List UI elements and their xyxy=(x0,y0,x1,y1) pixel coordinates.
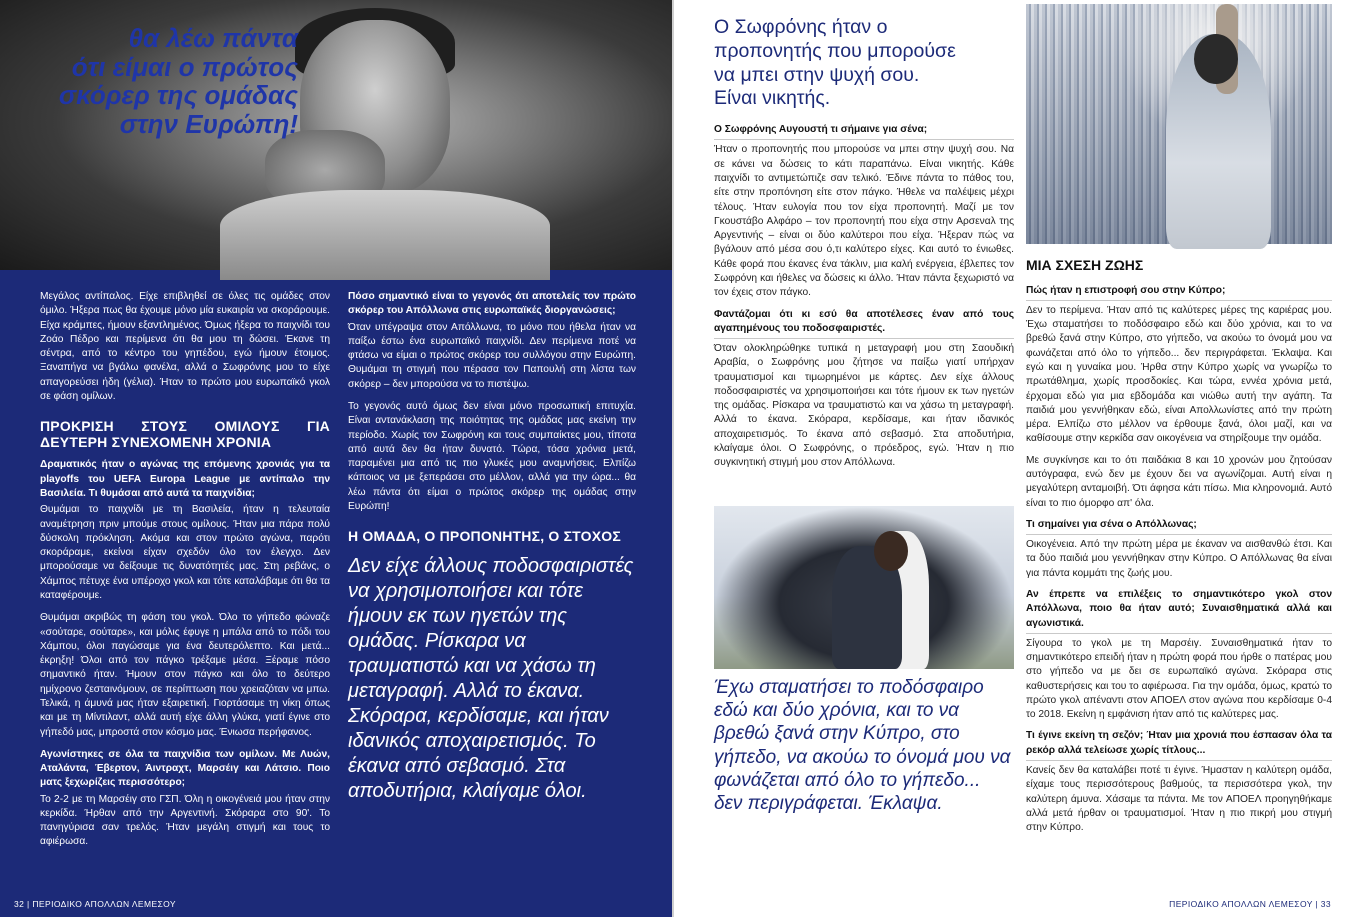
photo-embrace xyxy=(714,506,1014,669)
question: Πώς ήταν η επιστροφή σου στην Κύπρο; xyxy=(1026,284,1226,296)
answer: Το γεγονός αυτό όμως δεν είναι μόνο προσωπική επιτυχία. Είναι αντανάκλαση της ποιότητας της ομάδας μας εκείνη την περίοδο. Χωρίς τον Σωφρόνη και τους συμπαίκτες μου, τίποτα από αυτά δεν θα ήταν δυνατό. Τώρα, τόσα χρόνια μετά, παραμένει μια από τις πιο γλυκές μου αναμνήσεις. Ελπίζω κάποιος να με ξεπεράσει στο μέλλον, αλλά για την ώρα... θα λέω πάντα ότι είμαι ο πρώτος σκόρερ της ομάδας στην Ευρώπη! xyxy=(348,400,636,512)
hero-quote-line: θα λέω πάντα xyxy=(128,23,298,53)
question: Ο Σωφρόνης Αυγουστή τι σήμαινε για σένα; xyxy=(714,124,928,136)
photo-player-head xyxy=(1194,34,1238,84)
hero-quote-line: στην Ευρώπη! xyxy=(119,108,298,139)
section-heading: ΜΙΑ ΣΧΕΣΗ ΖΩΗΣ xyxy=(1026,257,1144,273)
question: Αγωνίστηκες σε όλα τα παιχνίδια των ομίλων. Με Λυών, Αταλάντα, Έβερτον, Άιντραχτ, Μαρσέιγ και Λάτσιο. Ποιο ματς ξεχωρίζεις περισσότερο; xyxy=(40,748,330,789)
answer: Όταν υπέγραψα στον Απόλλωνα, το μόνο που ήθελα ήταν να παίξω έστω ένα ευρωπαϊκό παιχνίδι. Δεν περίμενα ποτέ να φτάσω να είμαι ο πρώτος σκόρερ του συλλόγου στην Ευρώπη. Θυμάμαι τη στιγμή που πέρασα τον Παπουλή στη λίστα των σκόρερ – δεν μπορούσα να το πιστέψω. xyxy=(348,321,636,390)
section-heading: ΠΡΟΚΡΙΣΗ ΣΤΟΥΣ ΟΜΙΛΟΥΣ ΓΙΑ ΔΕΥΤΕΡΗ ΣΥΝΕΧΟΜΕΝΗ ΧΡΟΝΙΑ xyxy=(40,418,330,451)
answer: Θυμάμαι ακριβώς τη φάση του γκολ. Όλο το γήπεδο φώναζε «σούταρε, σούταρε», και μόλις έφυγε η μπάλα από το πόδι του Χάμπου, όλοι παγώσαμε για ένα δευτερόλεπτο. Και μετά... έκρηξη! Όλοι από τον πάγκο τρέξαμε μέσα. Ξέραμε πόσο σημαντικό ήταν. Ήμουν στον πάγκο και όλο το δεύτερο ημίχρονο ζεσταινόμουν, σε περίπτωση που χρειαζόταν να μπω. Τελικά, η άμυνά μας ήταν εξαιρετική. Γιορτάσαμε τη νίκη όπως και με τη Μίντιλαντ, αλλά αυτή είχε άλλη γλύκα, γιατί έγινε στο γήπεδό μας, μπροστά στον κόσμο μας. Ένιωσα περήφανος. xyxy=(40,612,330,738)
question: Τι έγινε εκείνη τη σεζόν; Ήταν μια χρονιά που έσπασαν όλα τα ρεκόρ αλλά τελείωσε χωρίς τίτλους... xyxy=(1026,730,1332,756)
bottom-pull-quote: Έχω σταματήσει το ποδόσφαιρο εδώ και δύο χρόνια, και το να βρεθώ ξανά στην Κύπρο, στο γήπεδο, να ακούω το όνομά μου να φωνάζεται από όλο το γήπεδο... δεν περιγράφεται. Έκλαψα. xyxy=(714,677,1011,814)
intro-paragraph: Μεγάλος αντίπαλος. Είχε επιβληθεί σε όλες τις ομάδες στον όμιλο. Ήξερα πως θα έχουμε μόνο μία ευκαιρία να σκοράρουμε. Είχα κράμπες, ήμουν εξαντλημένος. Όμως ήξερα το παιχνίδι του Ζοάο Πέδρο και περίμενα ότι θα μου τη δώσει. Έκανε τη σέντρα, από το κέντρο του γηπέδου, εγώ ήμουν έτοιμος. Ξαναπήγα να βγάλω φανέλα, αλλά ο Σωφρόνης μου το είχε απαγορεύσει ήδη (γέλια). Ήταν το πρώτο μου ευρωπαϊκό γκολ σε φάση ομίλων. xyxy=(40,291,330,402)
answer: Οικογένεια. Από την πρώτη μέρα με έκαναν να αισθανθώ έτσι. Και τα δύο παιδιά μου γεννήθηκαν στην Κύπρο. Ο Απόλλωνας θα είναι για πάντα κομμάτι της ζωής μου. xyxy=(1026,534,1332,581)
question: Αν έπρεπε να επιλέξεις το σημαντικότερο γκολ στον Απόλλωνα, ποιο θα ήταν αυτό; Συναισθηματικά αλλά και αγωνιστικά. xyxy=(1026,588,1332,629)
left-column-1 xyxy=(40,290,330,858)
photo-stadium-fans xyxy=(1026,4,1332,244)
hero-quote xyxy=(28,24,298,138)
left-column-2 xyxy=(348,290,636,804)
page-left xyxy=(0,0,672,917)
page-number-right: ΠΕΡΙΟΔΙΚΟ ΑΠΟΛΛΩΝ ΛΕΜΕΣΟΥ | 33 xyxy=(1169,899,1331,909)
top-quote-line: Ο Σωφρόνης ήταν ο xyxy=(714,16,888,38)
right-column-1 xyxy=(714,16,1014,478)
pull-quote: Δεν είχε άλλους ποδοσφαιριστές να χρησιμοποιήσει και τότε ήμουν εκ των ηγετών της ομάδας. Ρίσκαρα να τραυματιστώ και να χάσω τη μεταγραφή. Αλλά το έκανα. Σκόραρα, κερδίσαμε, και ήταν ιδανικός αποχαιρετισμός. Το έκανα από σεβασμό. Στα αποδυτήρια, κλαίγαμε όλοι. xyxy=(348,555,634,803)
right-column-2 xyxy=(1026,256,1332,842)
top-quote-line: να μπει στην ψυχή σου. xyxy=(714,63,920,86)
answer: Σίγουρα το γκολ με τη Μαρσέιγ. Συναισθηματικά ήταν το σημαντικότερο επειδή ήταν η πρώτη φορά που ήρθε ο πατέρας μου στο γήπεδο να με δει σε ευρωπαϊκό αγώνα. Σκόραρα στις καθυστερήσεις και του το αφιέρωσα. Για την ομάδα, όμως, κρατώ το πρώτο γκολ απέναντι στον ΑΠΟΕΛ στον αγώνα που κερδίσαμε 0-4 το 2018. Εκείνη η εμφάνιση ήταν από τις καλύτερες μας. xyxy=(1026,633,1332,723)
answer: Δεν το περίμενα. Ήταν από τις καλύτερες μέρες της καριέρας μου. Έχω σταματήσει το ποδόσφαιρο εδώ και δύο χρόνια, και το να βρεθώ ξανά στην Κύπρο, στο γήπεδο, να ακούω το όνομά μου να φωνάζεται από όλο το γήπεδο... δεν περιγράφεται. Έκλαψα. Και εγώ και η γυναίκα μου. Ήρθα στην Κύπρο χωρίς να γνωρίζω το πρωτάθλημα, χωρίς προσδοκίες. Και τώρα, εννέα χρόνια μετά, έρχομαι εδώ για μια εβδομάδα και νιώθω αυτή την αγάπη. Τα παιδιά μου γεννήθηκαν εδώ, είναι Απολλωνίστες από την πρώτη μέρα. Ελπίζω στο μέλλον να έρθουμε ξανά, όλοι μαζί, και να καθίσουμε στην κερκίδα σαν οικογένεια να στηρίξουμε την ομάδα. xyxy=(1026,300,1332,447)
answer: Θυμάμαι το παιχνίδι με τη Βασιλεία, ήταν η τελευταία αναμέτρηση πριν μπούμε στους ομίλους. Ήταν μια πάρα πολύ δύσκολη πρόκληση. Ακόμα και στον πρώτο αγώνα, παρότι σκοράραμε, εκείνοι είχαν σχεδόν όλο τον έλεγχο. Δεν μπορούσαμε να δείξουμε τις δυνατότητές μας. Στη ρεβάνς, ο Χάμπος πέτυχε ένα υπέροχο γκολ και τότε καταλάβαμε ότι θα τα καταφέρουμε. xyxy=(40,504,330,601)
top-quote-line: Είναι νικητής. xyxy=(714,87,831,110)
answer: Όταν ολοκληρώθηκε τυπικά η μεταγραφή μου στη Σαουδική Αραβία, ο Σωφρόνης μου ζήτησε να παίξω γιατί υπήρχαν τραυματισμοί και τιμωρημένοι με κάρτες. Δεν είχε άλλους ποδοσφαιριστές να χρησιμοποιήσει και τότε ήμουν εκ των ηγετών της ομάδας. Ρίσκαρα να τραυματιστώ και να χάσω τη μεταγραφή. Αλλά το έκανα. Σκόραρα, κερδίσαμε, και ήταν ιδανικός αποχαιρετισμός. Το έκανα από σεβασμό. Στα αποδυτήρια, κλαίγαμε όλοι. Ο Σωφρόνης, ο πρόεδρος, εγώ. Ήταν η πιο συγκινητική στιγμή μου στον Απόλλωνα. xyxy=(714,338,1014,471)
photo-person-head xyxy=(874,531,908,571)
section-heading: Η ΟΜΑΔΑ, Ο ΠΡΟΠΟΝΗΤΗΣ, Ο ΣΤΟΧΟΣ xyxy=(348,528,621,545)
page-right xyxy=(674,0,1345,917)
answer: Κανείς δεν θα καταλάβει ποτέ τι έγινε. Ήμασταν η καλύτερη ομάδα, είχαμε τους περισσότερους βαθμούς, τα περισσότερα γκολ, την καλύτερη άμυνα. Χάσαμε τα πάντα. Με τον ΑΠΟΕΛ προηγηθήκαμε αλλά μετά ήρθαν οι τραυματισμοί. Ήταν η πιο πικρή μου στιγμή στην Κύπρο. xyxy=(1026,760,1332,835)
hero-quote-line: ότι είμαι ο πρώτος xyxy=(71,51,298,82)
answer: Με συγκίνησε και το ότι παιδάκια 8 και 10 χρονών μου ζητούσαν αυτόγραφα, ενώ δεν με έχουν δει να αγωνίζομαι. Αυτή είναι η μεγαλύτερη ανταμοιβή. Ότι άφησα κάτι πίσω. Μια κληρονομιά. Αυτό είναι το πιο όμορφο απ' όλα. xyxy=(1026,454,1332,509)
question: Φαντάζομαι ότι κι εσύ θα αποτέλεσες έναν από τους αγαπημένους του ποδοσφαιριστές. xyxy=(714,308,1014,334)
hero-shirt xyxy=(220,190,550,280)
answer: Ήταν ο προπονητής που μπορούσε να μπει στην ψυχή σου. Να σε κάνει να δώσεις το κάτι παραπάνω. Είναι νικητής. Κάθε παιχνίδι το αντιμετώπιζε σαν τελικό. Έδινε πάντα το πάθος του, είτε στην προπόνηση είτε στον πάγκο. Ήθελε να παλέψεις μέχρι τέλους. Ήταν ευλογία που τον είχα προπονητή. Μαζί με τον Γκουστάβο Αλφάρο – τον προπονητή που είχα στην Αρσεναλ της Αργεντινής – είναι οι δύο καλύτεροι που είχα. Ήξεραν πώς να βγάλουν από μέσα σου ό,τι καλύτερο είχες. Και αυτό το ένιωθες. Κάθε φορά που έκανες ένα τάκλιν, μια καλή ενέργεια, έβλεπες τον Σωφρόνη και ήθελες να δώσεις κι άλλο. Ήταν πάντα ξεχωριστό να τον έχεις στον πάγκο. xyxy=(714,139,1014,300)
answer: Το 2-2 με τη Μαρσέιγ στο ΓΣΠ. Όλη η οικογένειά μου ήταν στην κερκίδα. Ήρθαν από την Αργεντινή. Σκόραρα στο 90'. Το πανηγύρισα σαν τρελός. Ήταν μεγάλη στιγμή και τους το αφιέρωσα. xyxy=(40,793,330,848)
page-number-left: 32 | ΠΕΡΙΟΔΙΚΟ ΑΠΟΛΛΩΝ ΛΕΜΕΣΟΥ xyxy=(14,899,176,909)
question: Πόσο σημαντικό είναι το γεγονός ότι αποτελείς τον πρώτο σκόρερ του Απόλλωνα στις ευρωπαϊκές διοργανώσεις; xyxy=(348,291,636,317)
top-quote-line: προπονητής που μπορούσε xyxy=(714,39,956,62)
question: Δραματικός ήταν ο αγώνας της επόμενης χρονιάς για τα playoffs του UEFA Europa League με αντίπαλο την Βασιλεία. Τι θυμάσαι από αυτά τα παιχνίδια; xyxy=(40,459,330,499)
question: Τι σημαίνει για σένα ο Απόλλωνας; xyxy=(1026,518,1197,530)
hero-quote-line: σκόρερ της ομάδας xyxy=(58,80,298,111)
top-pull-quote xyxy=(714,16,1014,111)
